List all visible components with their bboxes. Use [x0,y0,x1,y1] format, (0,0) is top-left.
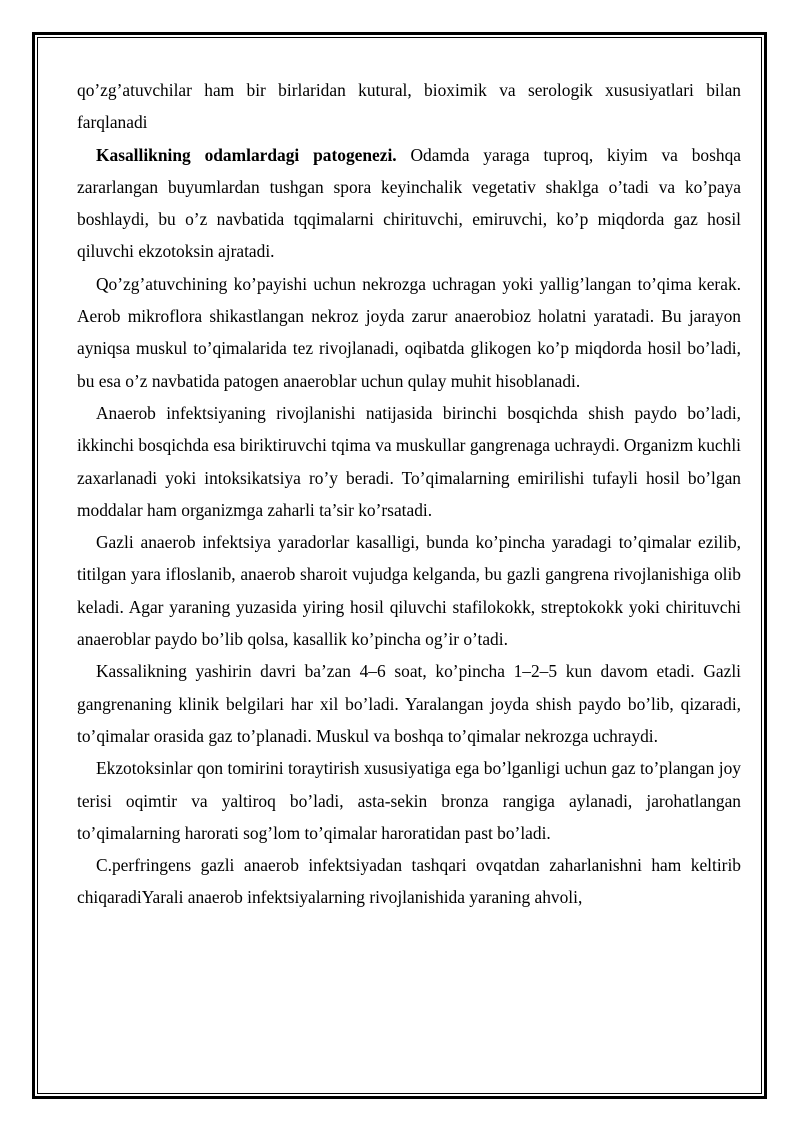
section-heading-pathogenesis: Kasallikning odamlardagi patogenezi. [96,144,397,165]
paragraph-7-text: Ekzotoksinlar qon tomirini toraytirish xususiyatiga ega bo’lganligi uchun gaz to’plangan joy terisi oqimtir va yaltiroq bo’ladi, asta-sekin bronza rangiga aylanadi, jarohatlangan to’qimalarning harorati sog’lom to’qimalar haroratidan past bo’ladi. [77,758,741,843]
paragraph-1-text: qo’zg’atuvchilar ham bir birlaridan kutural, bioximik va serologik xususiyatlari bilan farqlanadi [77,80,741,133]
paragraph-7 [77,752,741,849]
paragraph-8 [77,849,741,914]
paragraph-4 [77,397,741,526]
paragraph-5-text: Gazli anaerob infektsiya yaradorlar kasalligi, bunda ko’pincha yaradagi to’qimalar ezilib, titilgan yara ifloslanib, anaerob sharoit vujudga kelganda, bu gazli gangrena rivojlanishiga olib keladi. Agar yaraning yuzasida yiring hosil qiluvchi stafilokokk, streptokokk yoki chirituvchi anaeroblar paydo bo’lib qolsa, kasallik ko’pincha og’ir o’tadi. [77,532,741,650]
paragraph-3-text: Qo’zg’atuvchining ko’payishi uchun nekrozga uchragan yoki yallig’langan to’qima kerak. Aerob mikroflora shikastlangan nekroz joyda zarur anaerobioz holatni yaratadi. Bu jarayon ayniqsa muskul to’qimalarida tez rivojlanadi, oqibatda glikogen ko’p miqdorda hosil bo’ladi, bu esa o’z navbatida patogen anaeroblar uchun qulay muhit hisoblanadi. [77,273,741,391]
paragraph-1 [77,74,741,139]
paragraph-6 [77,655,741,752]
document-body [77,74,741,914]
paragraph-5 [77,526,741,655]
paragraph-4-text: Anaerob infektsiyaning rivojlanishi natijasida birinchi bosqichda shish paydo bo’ladi, ikkinchi bosqichda esa biriktiruvchi tqima va muskullar gangrenaga uchraydi. Organizm kuchli zaxarlanadi yoki intoksikatsiya ro’y beradi. To’qimalarning emirilishi tufayli hosil bo’lgan moddalar ham organizmga zaharli ta’sir ko’rsatadi. [77,402,741,520]
paragraph-2-text: Odamda yaraga tuproq, kiyim va boshqa zararlangan buyumlardan tushgan spora keyinchalik vegetativ shaklga o’tadi va ko’paya boshlaydi, bu o’z navbatida tqqimalarni chirituvchi, emiruvchi, ko’p miqdorda gaz hosil qiluvchi ekzotoksin ajratadi. [77,144,741,262]
paragraph-8-text: C.perfringens gazli anaerob infektsiyadan tashqari ovqatdan zaharlanishni ham keltirib chiqaradiYarali anaerob infektsiyalarning rivojlanishida yaraning ahvoli, [77,855,741,908]
paragraph-6-text: Kassalikning yashirin davri ba’zan 4–6 soat, ko’pincha 1–2–5 kun davom etadi. Gazli gangrenaning klinik belgilari har xil bo’ladi. Yaralangan joyda shish paydo bo’lib, qizaradi, to’qimalar orasida gaz to’planadi. Muskul va boshqa to’qimalar nekrozga uchraydi. [77,661,741,746]
paragraph-2 [77,139,741,268]
paragraph-3 [77,268,741,397]
